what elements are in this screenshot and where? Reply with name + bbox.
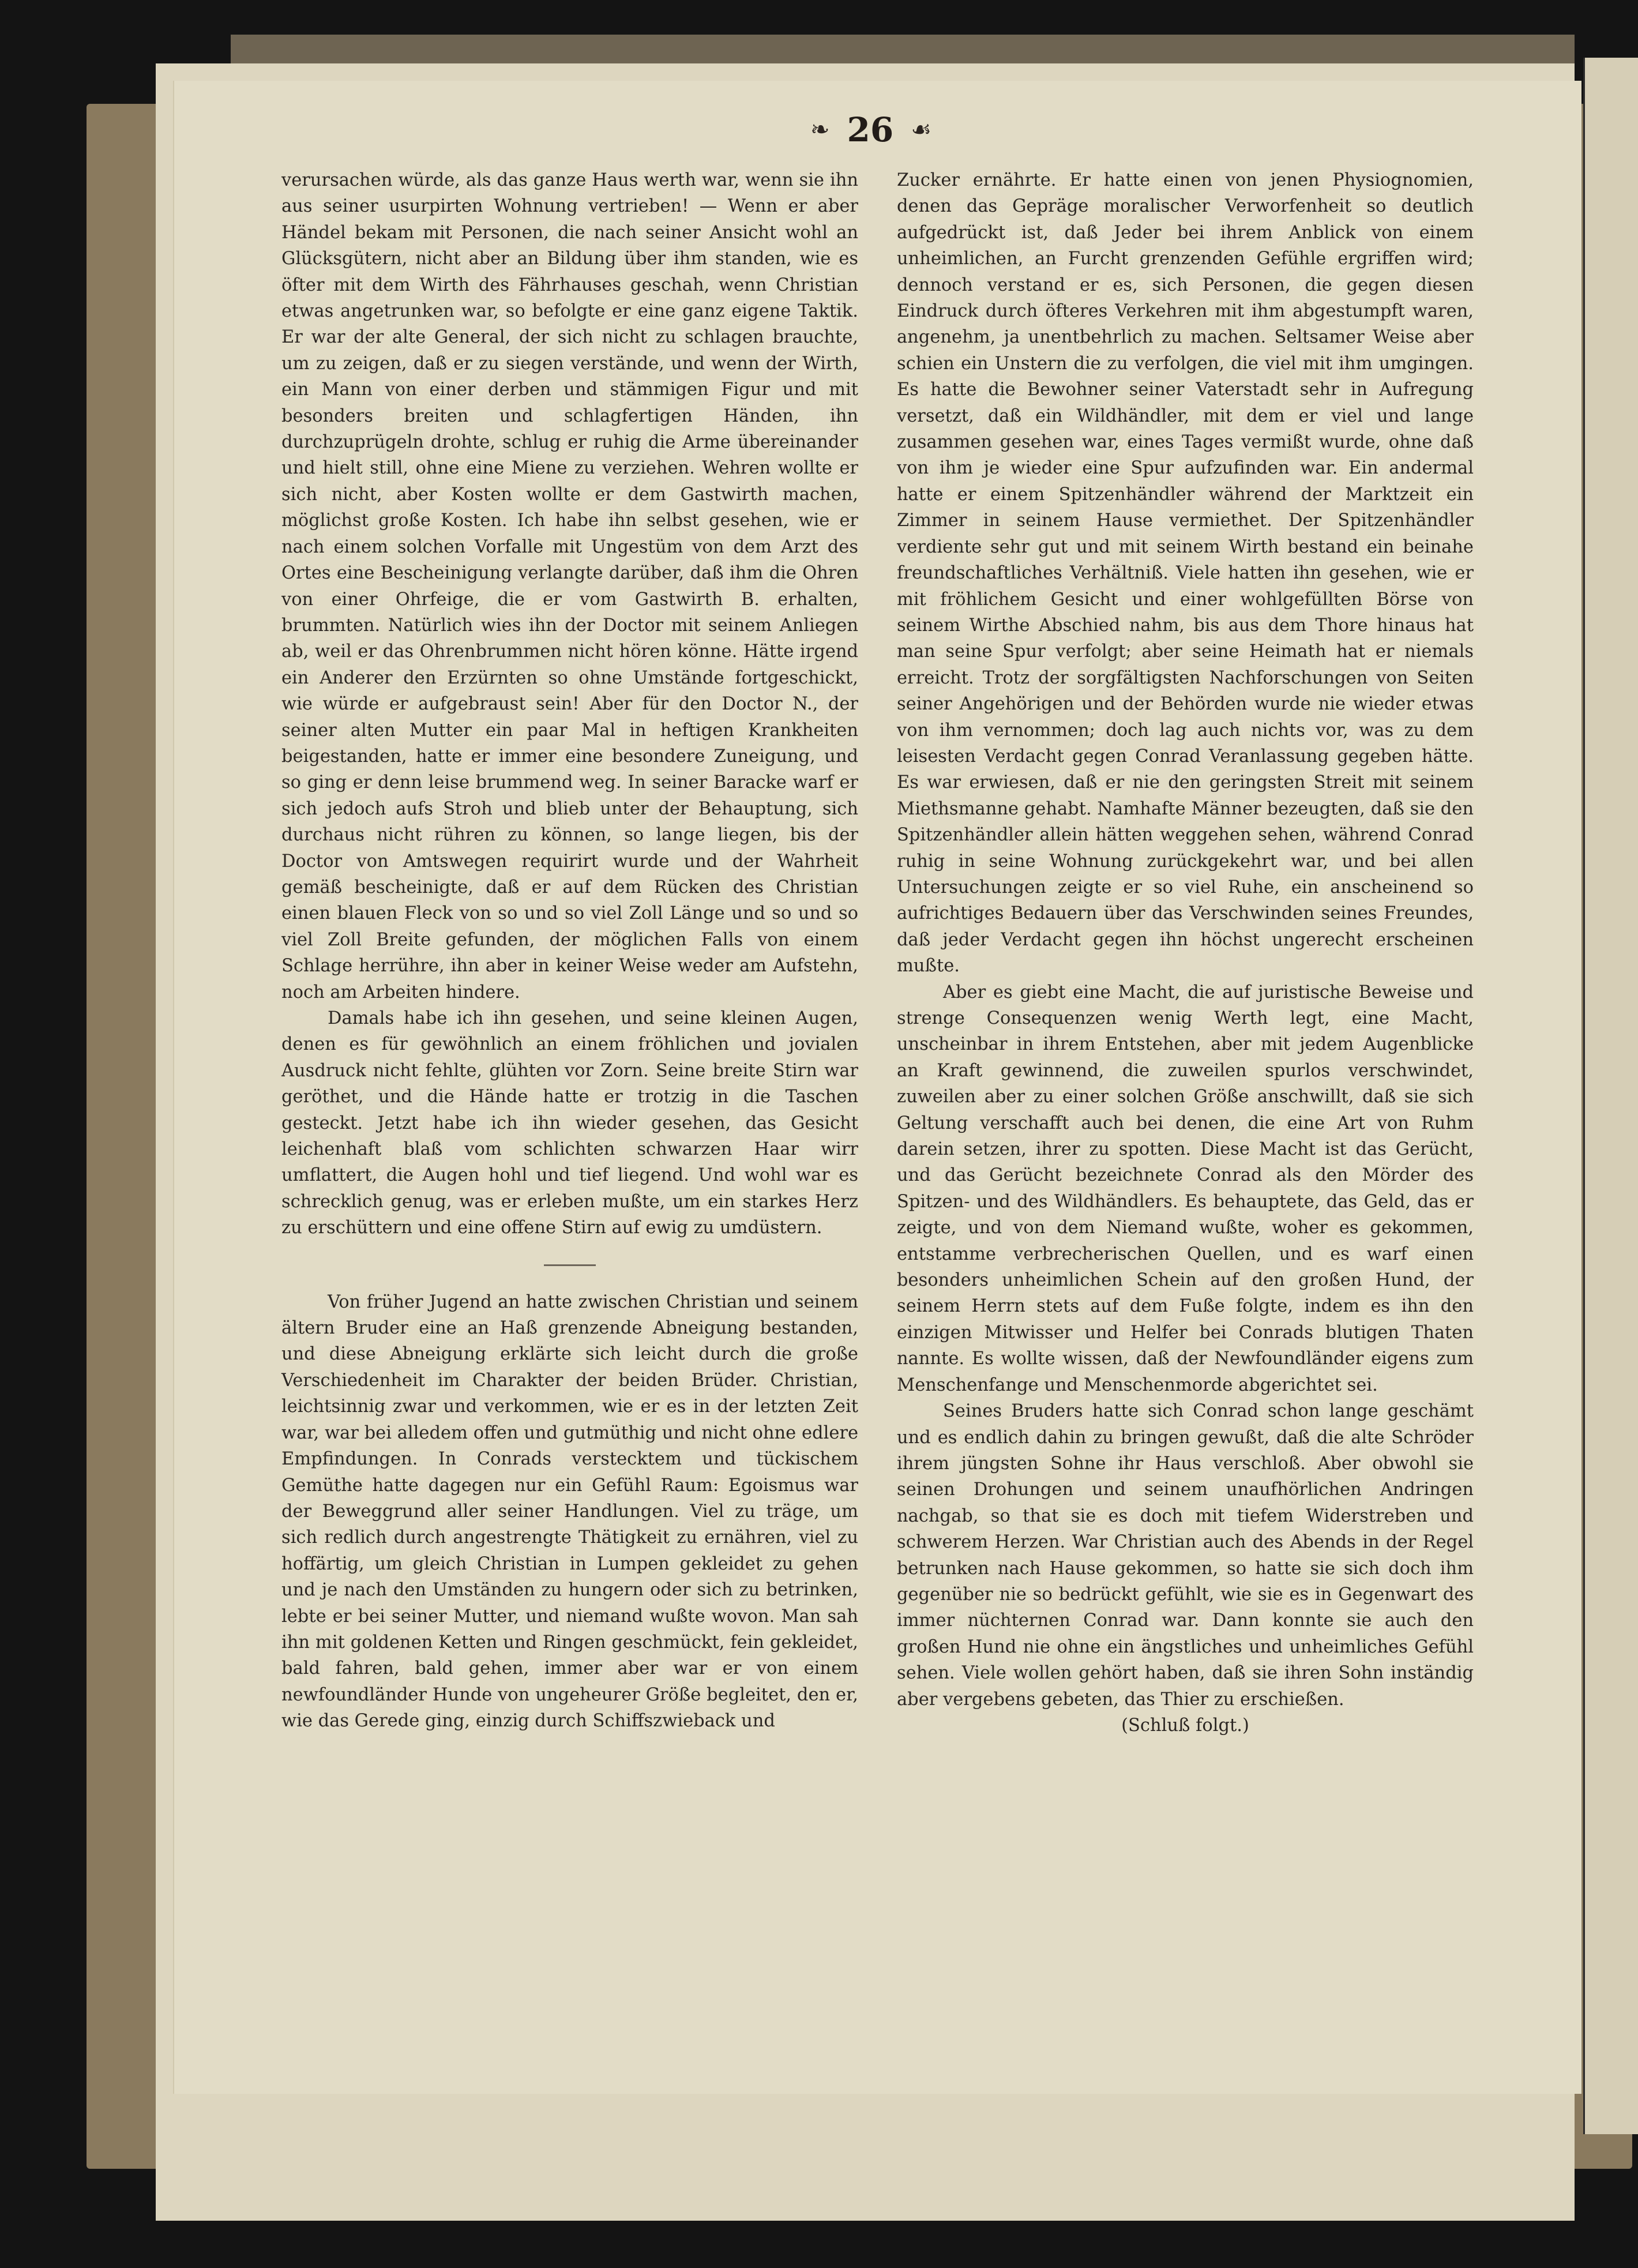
left-column bbox=[281, 167, 858, 1734]
right-paragraph-2: Aber es giebt eine Macht, die auf juristische Beweise und strenge Consequenzen wenig Werth legt, eine Macht, unscheinbar in ihrem Entstehen, aber mit jedem Augenblicke an Kraft gewinnend, die zuweilen spurlos verschwindet, zuweilen aber zu einer solchen Größe anschwillt, daß sie sich Geltung verschafft auch bei denen, die eine Art von Ruhm darein setzen, ihrer zu spotten. Diese Macht ist das Gerücht, und das Gerücht bezeichnete Conrad als den Mörder des Spitzen- und des Wildhändlers. Es behauptete, das Geld, das er zeigte, und von dem Niemand wußte, woher es gekommen, entstamme verbrecherischen Quellen, und es warf einen besonders unheimlichen Schein auf den großen Hund, der seinem Herrn stets auf dem Fuße folgte, indem es ihn den einzigen Mitwisser und Helfer bei Conrads blutigen Thaten nannte. Es wollte wissen, daß der Newfoundländer eigens zum Menschenfange und Menschenmorde abgerichtet sei. bbox=[897, 982, 1474, 1395]
right-paragraph-1: Zucker ernährte. Er hatte einen von jenen Physiognomien, denen das Gepräge moralischer Verworfenheit so deutlich aufgedrückt ist, daß Jeder bei ihrem Anblick von einem unheimlichen, an Furcht grenzenden Gefühle ergriffen wird; dennoch verstand er es, sich Personen, die gegen diesen Eindruck durch öfteres Verkehren mit ihm abgestumpft waren, angenehm, ja unentbehrlich zu machen. Seltsamer Weise aber schien ein Unstern die zu verfolgen, die viel mit ihm umgingen. Es hatte die Bewohner seiner Vaterstadt sehr in Aufregung versetzt, daß ein Wildhändler, mit dem er viel und lange zusammen gesehen war, eines Tages vermißt wurde, ohne daß von ihm je wieder eine Spur aufzufinden war. Ein andermal hatte er einem Spitzenhändler während der Marktzeit ein Zimmer in seinem Hause vermiethet. Der Spitzenhändler verdiente sehr gut und mit seinem Wirth bestand ein beinahe freundschaftliches Verhältniß. Viele hatten ihn gesehen, wie er mit fröhlichem Gesicht und einer wohlgefüllten Börse von seinem Wirthe Abschied nahm, bis aus dem Thore hinaus hat man seine Spur verfolgt; aber seine Heimath hat er niemals erreicht. Trotz der sorgfältigsten Nachforschungen von Seiten seiner Angehörigen und der Behörden wurde nie wieder etwas von ihm vernommen; doch lag auch nichts vor, was zu dem leisesten Verdacht gegen Conrad Veranlassung gegeben hätte. Es war erwiesen, daß er nie den geringsten Streit mit seinem Miethsmanne gehabt. Namhafte Männer bezeugten, daß sie den Spitzenhändler allein hätten weggehen sehen, während Conrad ruhig in seine Wohnung zurückgekehrt war, und bei allen Untersuchungen zeigte er so viel Ruhe, ein anscheinend so aufrichtiges Bedauern über das Verschwinden seines Freundes, daß jeder Verdacht gegen ihn höchst ungerecht erscheinen mußte. bbox=[897, 170, 1474, 977]
section-divider bbox=[544, 1264, 596, 1266]
right-ornament-icon: ☙ bbox=[911, 117, 932, 143]
left-ornament-icon: ❧ bbox=[810, 117, 830, 143]
page-number: 26 bbox=[847, 110, 894, 149]
left-paragraph-2: Damals habe ich ihn gesehen, und seine kleinen Augen, denen es für gewöhnlich an einem fröhlichen und jovialen Ausdruck nicht fehlte, glühten vor Zorn. Seine breite Stirn war geröthet, und die Hände hatte er trotzig in die Taschen gesteckt. Jetzt habe ich ihn wieder gesehen, das Gesicht leichenhaft blaß vom schlichten schwarzen Haar wirr umflattert, die Augen hohl und tief liegend. Und wohl war es schrecklich genug, was er erleben mußte, um ein starkes Herz zu erschüttern und eine offene Stirn auf ewig zu umdüstern. bbox=[281, 1008, 858, 1238]
left-paragraph-3: Von früher Jugend an hatte zwischen Christian und seinem ältern Bruder eine an Haß grenzende Abneigung bestanden, und diese Abneigung erklärte sich leicht durch die große Verschiedenheit im Charakter der beiden Brüder. Christian, leichtsinnig zwar und verkommen, wie er es in der letzten Zeit war, war bei alledem offen und gutmüthig und nicht ohne edlere Empfindungen. In Conrads verstecktem und tückischem Gemüthe hatte dagegen nur ein Gefühl Raum: Egoismus war der Beweggrund aller seiner Handlungen. Viel zu träge, um sich redlich durch angestrengte Thätigkeit zu ernähren, viel zu hoffärtig, um gleich Christian in Lumpen gekleidet zu gehen und je nach den Umständen zu hungern oder sich zu betrinken, lebte er bei seiner Mutter, und niemand wußte wovon. Man sah ihn mit goldenen Ketten und Ringen geschmückt, fein gekleidet, bald fahren, bald gehen, immer aber war er von einem newfoundländer Hunde von ungeheurer Größe begleitet, den er, wie das Gerede ging, einzig durch Schiffszwieback und bbox=[281, 1291, 858, 1732]
right-paragraph-3: Seines Bruders hatte sich Conrad schon lange geschämt und es endlich dahin zu bringen gewußt, daß die alte Schröder ihrem jüngsten Sohne ihr Haus verschloß. Aber obwohl sie seinen Drohungen und seinem unaufhörlichen Andringen nachgab, so that sie es doch mit tiefem Widerstreben und schwerem Herzen. War Christian auch des Abends in der Regel betrunken nach Hause gekommen, so hatte sie sich doch ihm gegenüber nie so bedrückt gefühlt, wie sie es in Gegenwart des immer nüchternen Conrad war. Dann konnte sie auch den großen Hund nie ohne ein ängstliches und unheimliches Gefühl sehen. Viele wollen gehört haben, daß sie ihren Sohn inständig aber vergebens gebeten, das Thier zu erschießen. bbox=[897, 1401, 1474, 1710]
right-column bbox=[897, 167, 1474, 1738]
closing-note: (Schluß folgt.) bbox=[1121, 1715, 1249, 1736]
facing-page-edge bbox=[1583, 58, 1638, 2134]
page-header bbox=[750, 104, 992, 156]
left-paragraph-1: verursachen würde, als das ganze Haus werth war, wenn sie ihn aus seiner usurpirten Wohnung vertrieben! — Wenn er aber Händel bekam mit Personen, die nach seiner Ansicht wohl an Glücksgütern, nicht aber an Bildung über ihm standen, wie es öfter mit dem Wirth des Fährhauses geschah, wenn Christian etwas angetrunken war, so befolgte er eine ganz eigene Taktik. Er war der alte General, der sich nicht zu schlagen brauchte, um zu zeigen, daß er zu siegen verstände, und wenn der Wirth, ein Mann von einer derben und stämmigen Figur und mit besonders breiten und schlagfertigen Händen, ihn durchzuprügeln drohte, schlug er ruhig die Arme übereinander und hielt still, ohne eine Miene zu verziehen. Wehren wollte er sich nicht, aber Kosten wollte er dem Gastwirth machen, möglichst große Kosten. Ich habe ihn selbst gesehen, wie er nach einem solchen Vorfalle mit Ungestüm von dem Arzt des Ortes eine Bescheinigung verlangte darüber, daß ihm die Ohren von einer Ohrfeige, die er vom Gastwirth B. erhalten, brummten. Natürlich wies ihn der Doctor mit seinem Anliegen ab, weil er das Ohrenbrummen nicht hören könne. Hätte irgend ein Anderer den Erzürnten so ohne Umstände fortgeschickt, wie würde er aufgebraust sein! Aber für den Doctor N., der seiner alten Mutter ein paar Mal in heftigen Krankheiten beigestanden, hatte er immer eine besondere Zuneigung, und so ging er denn leise brummend weg. In seiner Baracke warf er sich jedoch aufs Stroh und blieb unter der Behauptung, sich durchaus nicht rühren zu können, so lange liegen, bis der Doctor von Amtswegen requirirt wurde und der Wahrheit gemäß bescheinigte, daß er auf dem Rücken des Christian einen blauen Fleck von so und so viel Zoll Länge und so und so viel Zoll Breite gefunden, der möglichen Falls von einem Schlage herrühre, ihn aber in keiner Weise weder am Aufstehn, noch am Arbeiten hindere. bbox=[281, 170, 858, 1002]
